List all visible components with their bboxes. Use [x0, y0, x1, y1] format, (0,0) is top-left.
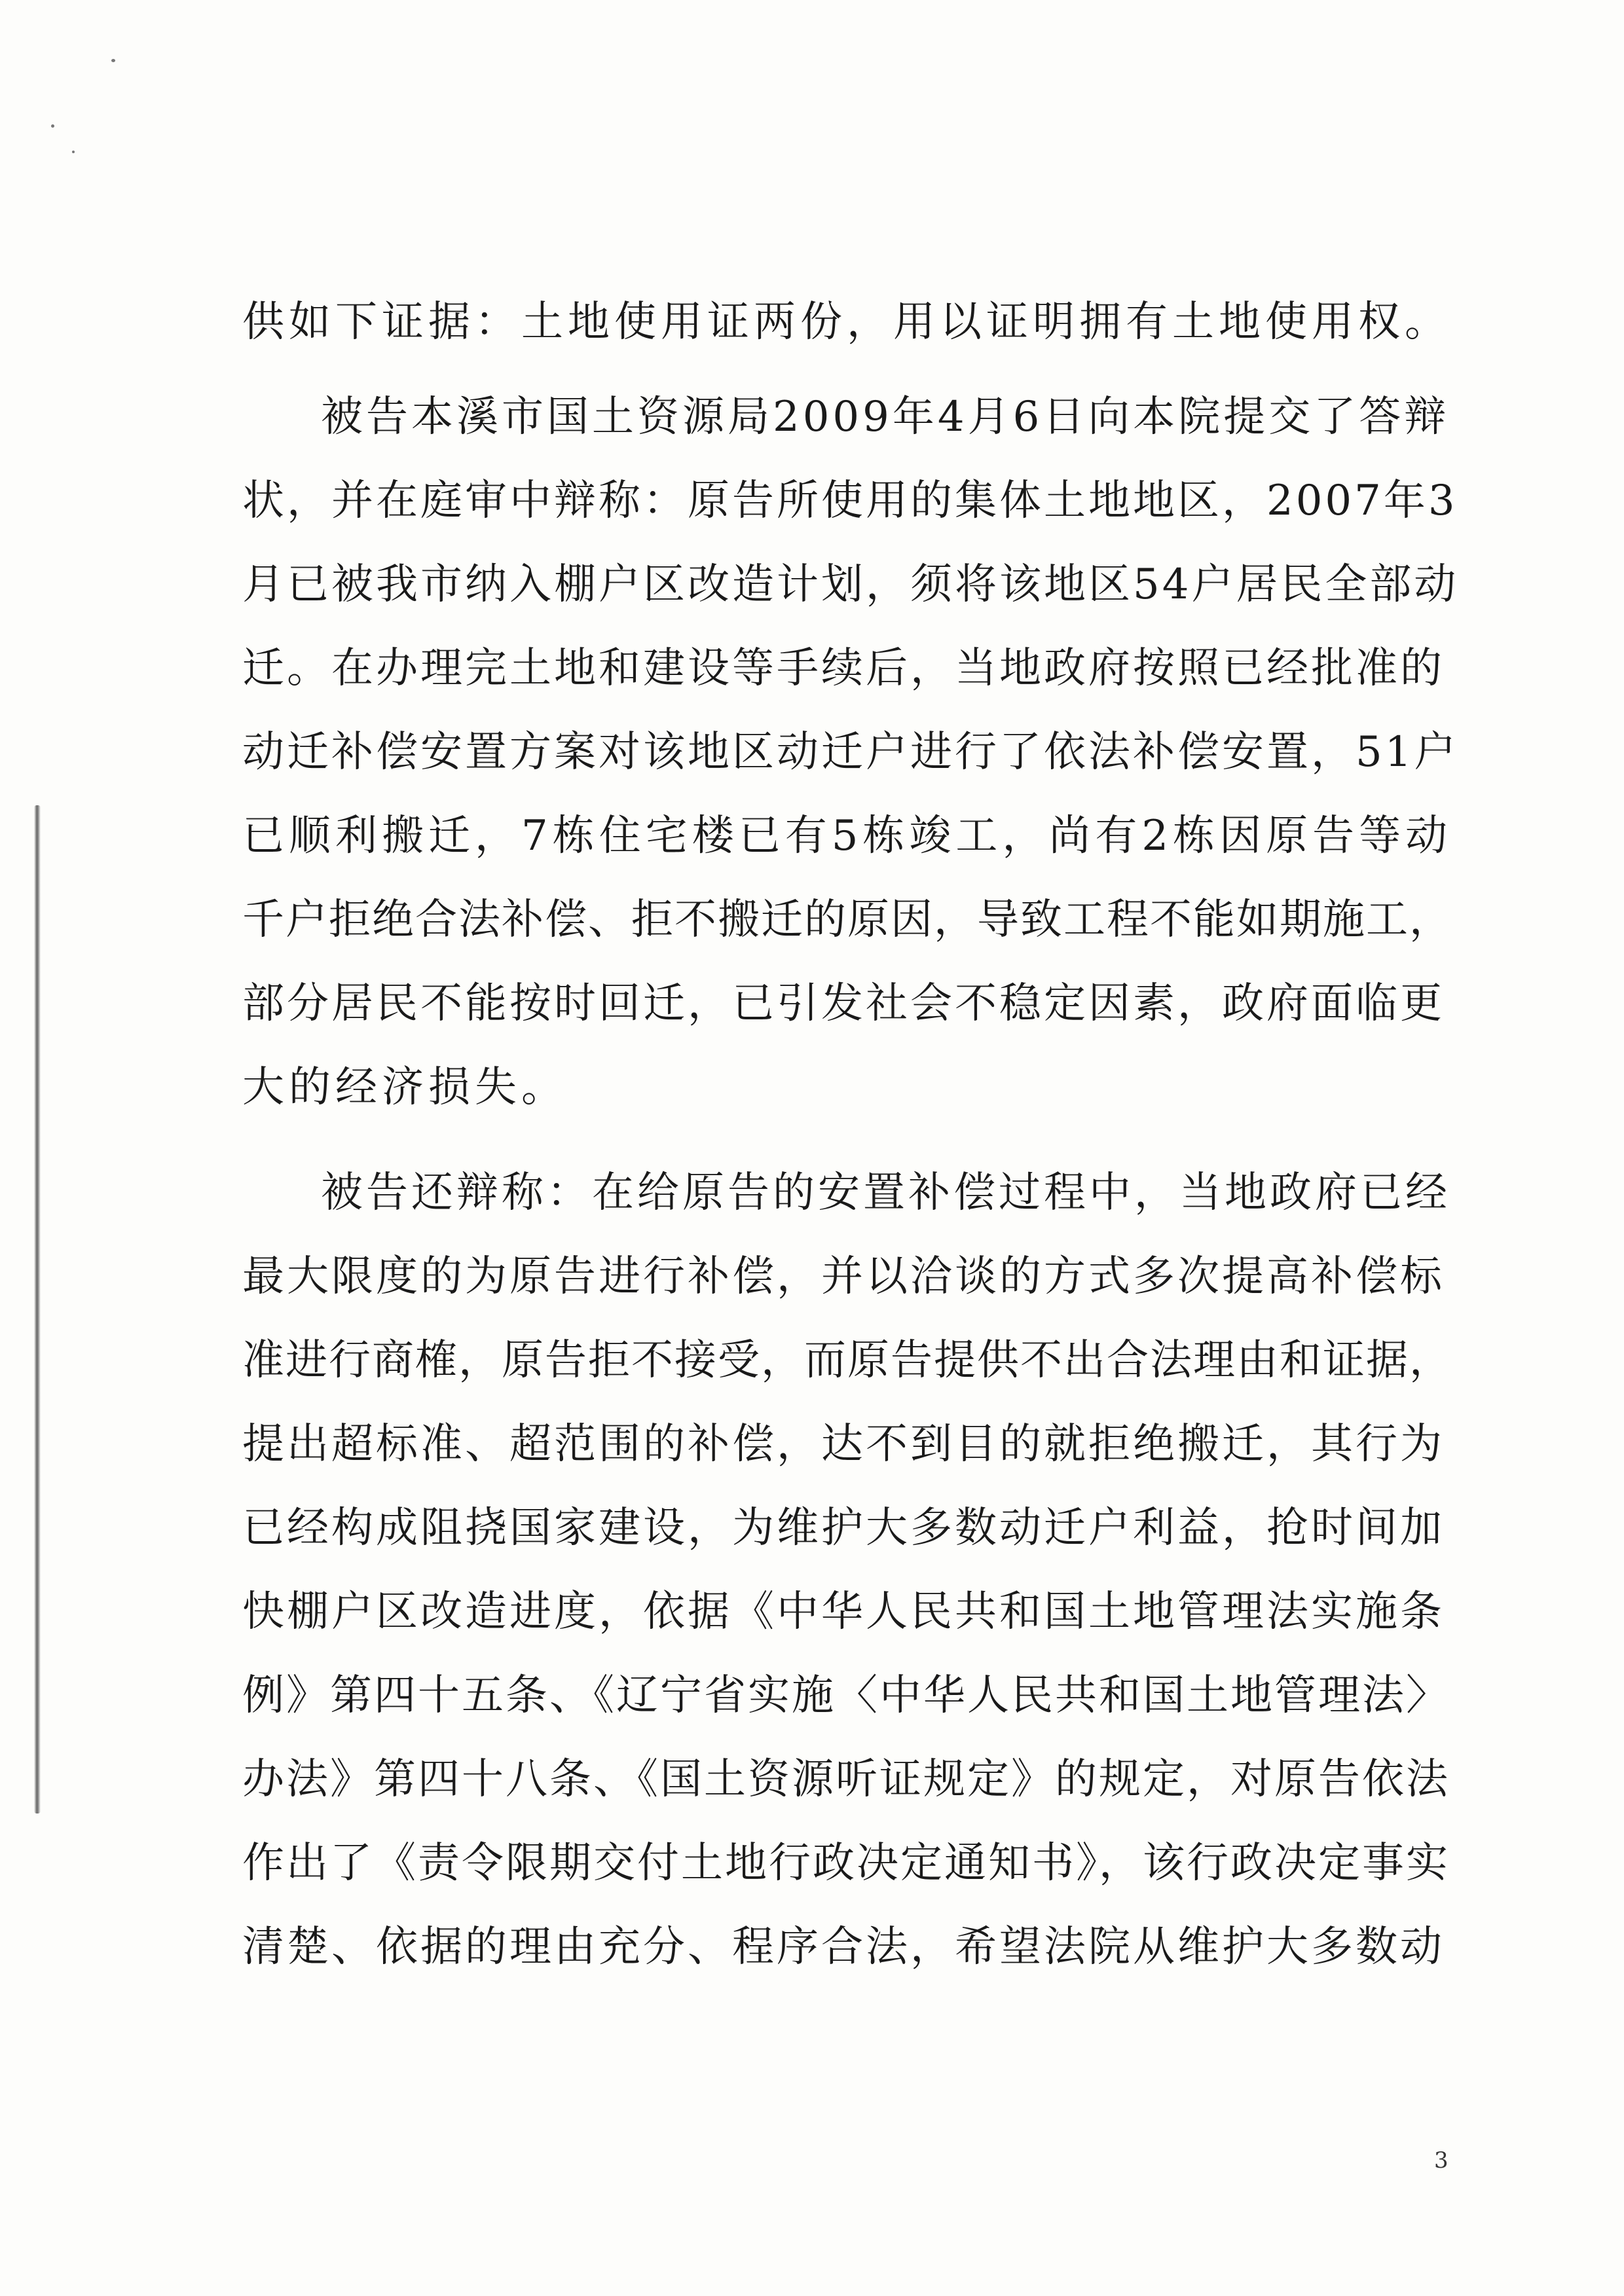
paragraph-3-line-2: 最大限度的为原告进行补偿，并以洽谈的方式多次提高补偿标: [242, 1252, 1445, 1301]
scan-speck: [111, 59, 115, 62]
paragraph-3-line-1: 被告还辩称：在给原告的安置补偿过程中，当地政府已经: [321, 1169, 1450, 1217]
paragraph-2-line-6: 已顺利搬迁，7栋住宅楼已有5栋竣工，尚有2栋因原告等动: [242, 812, 1452, 860]
paragraph-3-line-4: 提出超标准、超范围的补偿，达不到目的就拒绝搬迁，其行为: [242, 1420, 1445, 1468]
paragraph-2-line-9: 大的经济损失。: [242, 1063, 568, 1112]
paragraph-3-line-8: 办法》第四十八条、《国土资源听证规定》的规定，对原告依法: [242, 1755, 1450, 1804]
scan-speck: [72, 151, 75, 153]
scan-edge-shadow: [34, 805, 41, 1813]
paragraph-2-line-4: 迁。在办理完土地和建设等手续后，当地政府按照已经批准的: [242, 644, 1445, 693]
paragraph-3-line-9: 作出了《责令限期交付土地行政决定通知书》，该行政决定事实: [242, 1839, 1450, 1887]
paragraph-3-line-5: 已经构成阻挠国家建设，为维护大多数动迁户利益，抢时间加: [242, 1504, 1445, 1552]
scan-speck: [51, 124, 54, 128]
paragraph-3-line-3: 准进行商榷，原告拒不接受，而原告提供不出合法理由和证据，: [242, 1336, 1452, 1385]
paragraph-2-line-1: 被告本溪市国土资源局2009年4月6日向本院提交了答辩: [321, 393, 1450, 441]
page-number: 3: [1434, 2147, 1449, 2174]
paragraph-2-line-2: 状，并在庭审中辩称：原告所使用的集体土地地区，2007年3: [242, 477, 1458, 525]
paragraph-2-line-5: 动迁补偿安置方案对该地区动迁户进行了依法补偿安置，51户: [242, 728, 1459, 776]
paragraph-2-line-8: 部分居民不能按时回迁，已引发社会不稳定因素，政府面临更: [242, 979, 1445, 1028]
paragraph-2-line-7: 千户拒绝合法补偿、拒不搬迁的原因，导致工程不能如期施工，: [242, 896, 1452, 944]
paragraph-3-line-6: 快棚户区改造进度，依据《中华人民共和国土地管理法实施条: [242, 1588, 1445, 1636]
paragraph-3-line-7: 例》第四十五条、《辽宁省实施〈中华人民共和国土地管理法〉: [242, 1671, 1450, 1720]
paragraph-1-line-1: 供如下证据：土地使用证两份，用以证明拥有土地使用权。: [242, 298, 1451, 346]
paragraph-3-line-10: 清楚、依据的理由充分、程序合法，希望法院从维护大多数动: [242, 1923, 1445, 1971]
paragraph-2-line-3: 月已被我市纳入棚户区改造计划，须将该地区54户居民全部动: [242, 560, 1459, 609]
